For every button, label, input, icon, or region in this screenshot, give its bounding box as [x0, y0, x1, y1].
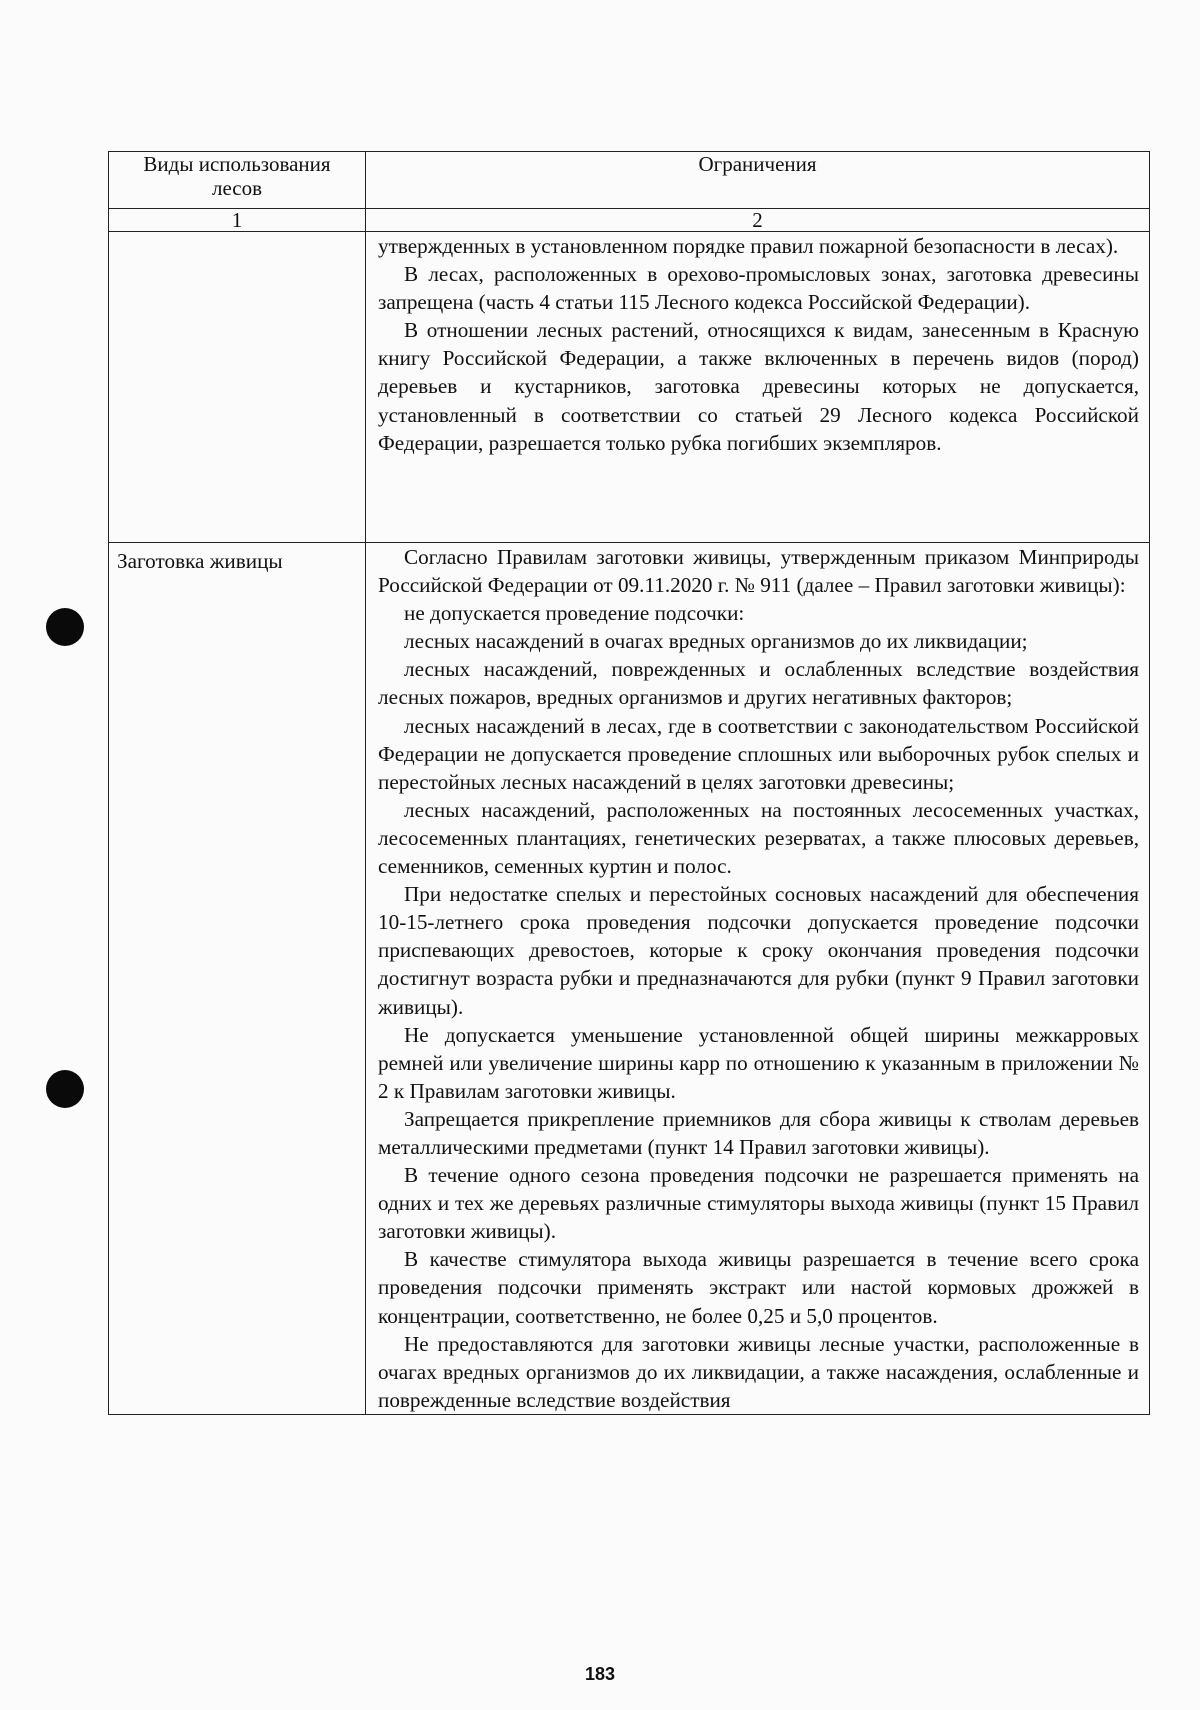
- restrictions-cell: [366, 543, 1150, 1415]
- header-restrictions: Ограничения: [366, 152, 1150, 209]
- restriction-paragraph: Запрещается прикрепление приемников для сбора живицы к стволам деревьев металлическими предметами (пункт 14 Правил заготовки живицы).: [378, 1106, 1139, 1159]
- restriction-paragraph: В лесах, расположенных в орехово-промысловых зонах, заготовка древесины запрещена (часть 4 статьи 115 Лесного кодекса Российской Федерации).: [378, 262, 1139, 315]
- column-number-row: [109, 209, 1150, 232]
- restriction-paragraph: лесных насаждений, поврежденных и ослабленных вследствие воздействия лесных пожаров, вредных организмов и других негативных факторов;: [378, 657, 1139, 710]
- header-forest-use-types: Виды использования лесов: [109, 152, 366, 209]
- restriction-paragraph: В отношении лесных растений, относящихся к видам, занесенным в Красную книгу Российской Федерации, а также включенных в перечень видов (пород) деревьев и кустарников, заготовка древесины которых не допускается, установленный в соответствии со статьей 29 Лесного кодекса Российской Федерации, разрешается только рубка погибших экземпляров.: [378, 318, 1139, 455]
- table-row: [109, 232, 1150, 543]
- punch-hole: [46, 608, 84, 646]
- restriction-paragraph: лесных насаждений в лесах, где в соответствии с законодательством Российской Федерации не допускается проведение сплошных или выборочных рубок спелых и перестойных лесных насаждений в целях заготовки древесины;: [378, 713, 1139, 794]
- restrictions-table: [108, 151, 1150, 1415]
- restriction-paragraph: Согласно Правилам заготовки живицы, утвержденным приказом Минприроды Российской Федерации от 09.11.2020 г. № 911 (далее – Правил заготовки живицы):: [378, 545, 1139, 598]
- table-header-row: [109, 152, 1150, 209]
- table-row: [109, 543, 1150, 1415]
- restriction-paragraph: лесных насаждений, расположенных на постоянных лесосеменных участках, лесосеменных плантациях, генетических резерватах, а также плюсовых деревьев, семенников, семенных куртин и полос.: [378, 797, 1139, 879]
- page-number: 183: [584, 1664, 616, 1684]
- column-number-2: 2: [366, 209, 1150, 232]
- use-type-cell: Заготовка живицы: [109, 543, 366, 1415]
- restriction-paragraph: лесных насаждений в очагах вредных организмов до их ликвидации;: [404, 629, 1028, 654]
- restriction-paragraph: Не предоставляются для заготовки живицы лесные участки, расположенные в очагах вредных организмов до их ликвидации, а также насаждения, ослабленные и поврежденные вследствие воздействия: [378, 1331, 1139, 1412]
- restriction-paragraph: При недостатке спелых и перестойных сосновых насаждений для обеспечения 10-15-летнего срока проведения подсочки допускается проведение подсочки приспевающих древостоев, которые к сроку окончания проведения подсочки достигнут возраста рубки и предназначаются для рубки (пункт 9 Правил заготовки живицы).: [378, 882, 1139, 1019]
- restriction-paragraph: Не допускается уменьшение установленной общей ширины межкарровых ремней или увеличение ширины карр по отношению к указанным в приложении № 2 к Правилам заготовки живицы.: [378, 1022, 1139, 1103]
- punch-hole: [46, 1070, 84, 1108]
- restriction-paragraph: В качестве стимулятора выхода живицы разрешается в течение всего срока проведения подсочки применять экстракт или настой кормовых дрожжей в концентрации, соответственно, не более 0,25 и 5,0 процентов.: [378, 1247, 1139, 1328]
- restriction-paragraph: В течение одного сезона проведения подсочки не разрешается применять на одних и тех же деревьях различные стимуляторы выхода живицы (пункт 15 Правил заготовки живицы).: [378, 1163, 1139, 1244]
- column-number-1: 1: [109, 209, 366, 232]
- restrictions-cell: [366, 232, 1150, 543]
- use-type-cell: [109, 232, 366, 543]
- restriction-paragraph: утвержденных в установленном порядке правил пожарной безопасности в лесах).: [378, 234, 1119, 258]
- restriction-paragraph: не допускается проведение подсочки:: [404, 601, 745, 626]
